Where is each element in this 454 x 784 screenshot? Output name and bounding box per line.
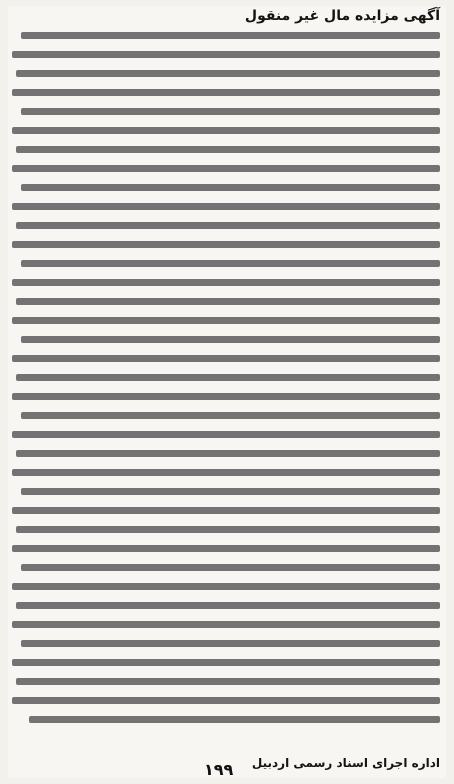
text-line — [21, 336, 440, 343]
text-line — [16, 298, 440, 305]
text-line — [21, 564, 440, 571]
notice-body-text — [12, 32, 440, 735]
text-line — [16, 374, 440, 381]
text-line — [16, 222, 440, 229]
text-line — [12, 431, 440, 438]
text-line — [16, 526, 440, 533]
text-line — [12, 89, 440, 96]
text-line — [16, 70, 440, 77]
text-line — [12, 165, 440, 172]
text-line — [16, 678, 440, 685]
text-line — [12, 241, 440, 248]
text-line — [21, 488, 440, 495]
text-line — [12, 659, 440, 666]
page-number: ۱۹۹ — [204, 760, 234, 778]
text-line — [21, 640, 440, 647]
text-line — [12, 621, 440, 628]
text-line — [12, 203, 440, 210]
text-line — [16, 146, 440, 153]
text-line — [16, 450, 440, 457]
text-line — [21, 184, 440, 191]
text-line — [21, 32, 440, 39]
text-line — [12, 317, 440, 324]
text-line — [21, 260, 440, 267]
text-line — [21, 108, 440, 115]
text-line — [12, 279, 440, 286]
text-line — [12, 393, 440, 400]
text-line — [21, 412, 440, 419]
text-line — [12, 127, 440, 134]
text-line — [16, 602, 440, 609]
text-line — [12, 507, 440, 514]
text-line — [12, 545, 440, 552]
notice-footer: اداره اجرای اسناد رسمی اردبیل — [251, 756, 440, 770]
newspaper-notice — [8, 6, 446, 778]
text-line — [12, 355, 440, 362]
text-line — [12, 51, 440, 58]
text-line — [12, 697, 440, 704]
text-line — [12, 469, 440, 476]
text-line — [12, 583, 440, 590]
notice-title: آگهی مزایده مال غیر منقول — [244, 8, 440, 24]
text-line — [29, 716, 440, 723]
